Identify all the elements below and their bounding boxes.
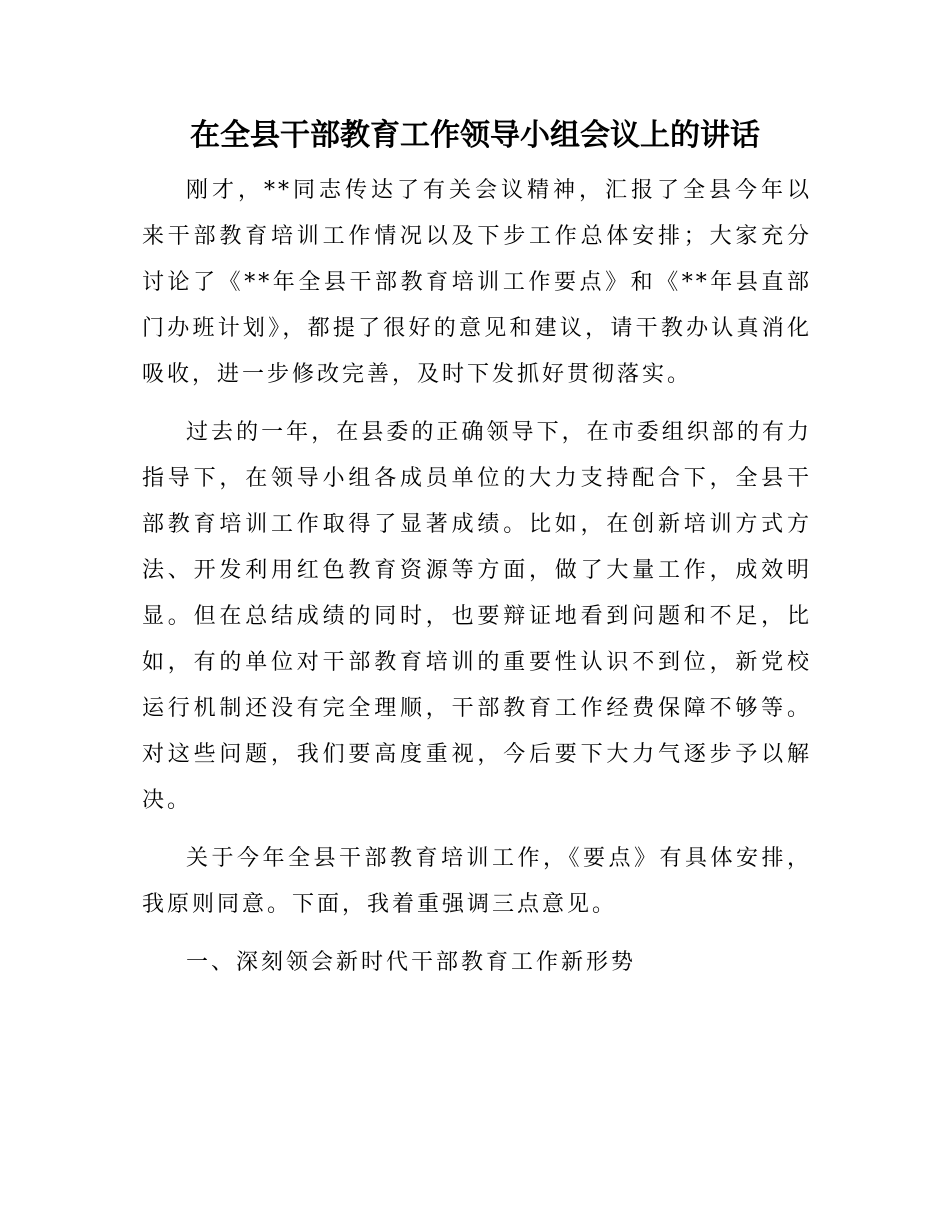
document-title: 在全县干部教育工作领导小组会议上的讲话: [190, 118, 760, 153]
section-heading: 一、深刻领会新时代干部教育工作新形势: [186, 950, 637, 975]
paragraph-2: 过去的一年，在县委的正确领导下，在市委组织部的有力指导下，在领导小组各成员单位的大力支持配合下，全县干部教育培训工作取得了显著成绩。比如，在创新培训方式方法、开发利用红色教育资源等方面，做了大量工作，成效明显。但在总结成绩的同时，也要辩证地看到问题和不足，比如，有的单位对干部教育培训的重要性认识不到位，新党校运行机制还没有完全理顺，干部教育工作经费保障不够等。对这些问题，我们要高度重视，今后要下大力气逐步予以解决。: [142, 420, 812, 813]
paragraph-1: 刚才，**同志传达了有关会议精神，汇报了全县今年以来干部教育培训工作情况以及下步工作总体安排；大家充分讨论了《**年全县干部教育培训工作要点》和《**年县直部门办班计划》，都提了很好的意见和建议，请干教办认真消化吸收，进一步修改完善，及时下发抓好贯彻落实。: [142, 178, 812, 387]
document-body: [142, 168, 812, 998]
paragraph-3: 关于今年全县干部教育培训工作，《要点》有具体安排，我原则同意。下面，我着重强调三点意见。: [142, 846, 812, 917]
